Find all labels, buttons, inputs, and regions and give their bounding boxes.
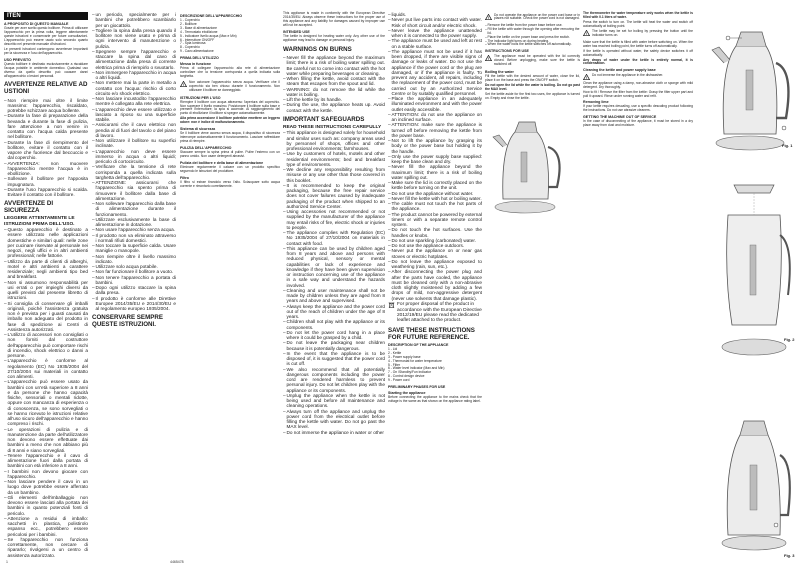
burns-en-list — [283, 55, 385, 113]
list-item: – Tenere l'apparecchio e il cavo di alimentazione fuori dalla portata di bambini con età inferiore a 8 anni. — [4, 453, 88, 469]
list-item: 9 - Power cord — [388, 378, 410, 383]
list-item: – WARNING: do not remove the lid while the water is boiling. — [283, 87, 385, 98]
list-item: 6 - Interruttore ON/OFF — [180, 37, 215, 42]
list-item: – When the water boils the kettle switches off automatically. — [485, 43, 580, 47]
preliminary-en-heading: PRELIMINARY PHASES FOR USE — [388, 385, 446, 390]
warning-note — [583, 30, 693, 39]
operation-text: Make sure that the kettle is filled with water before switching on. When the water has reached boiling point, the kettle turns off automatically. — [583, 39, 693, 48]
warning-note — [485, 14, 580, 23]
list-item: – Assicurarsi che il cavo elettrico non pendia al di fuori del tavolo o del piano di lavoro. — [92, 122, 176, 138]
safety-list — [4, 227, 88, 558]
list-item: – L'apparecchio può essere usato da bambini con un'età superiore a 8 anni e da persone che hanno capacità fisiche, sensoriali o mentali ridotte, oppure con mancanza di esperienza o di conoscenza, se sono sorvegliati o se hanno ricevuto le istruzioni relative all'uso sicuro dell'apparecchio e hanno compreso i rischi. — [4, 379, 88, 426]
list-item: – Non immergere l'apparecchio in acqua o altri liquidi. — [92, 70, 176, 81]
burns-en-heading: WARNINGS ON BURNS — [283, 45, 352, 53]
out-of-service-text: In the case of disconnecting of the appliance, it must be stored in a dry place away from dust and moisture. — [583, 119, 693, 128]
warning-text: Non azionare l'apparecchio senza acqua. Verificare che il coperchio sia ben chiuso durante il funzionamento. Non utilizzare il bollitore se danneggiato. — [189, 79, 280, 92]
warning-note — [180, 81, 280, 94]
warning-note — [583, 74, 693, 80]
about-manual-text: Grazie per aver scelto questo bollitore. Prima di utilizzare l'apparecchio per la prima volta, leggere attentamente queste istruzioni e conservarle per future consultazioni. L'apparecchio può essere usato solo secondo quanto descritto nel presente manuale d'istruzioni. — [4, 26, 88, 46]
list-item: – Non usare l'apparecchio senza acqua. — [92, 227, 176, 232]
list-item: – Il prodotto è conforme alle Direttive Europee 2014/35/EU e 2014/30/EU e al regolamento europeo 1935/2004. — [92, 296, 176, 312]
list-item: – Never fill the kettle with hot or boiling water. — [388, 196, 482, 201]
list-item: – Cleaning and user maintenance shall not be made by children unless they are aged from 8 years and above and supervised. — [283, 288, 385, 304]
list-item: – This appliance can be used by children aged from 8 years and above and persons with reduced physical, sensory or mental capabilities or lack of experience and knowledge if they have been given supervision or instruction concerning use of the appliance in a safe way and understand the hazards involved. — [283, 246, 385, 288]
list-item: – Sollevare il bollitore per l'apposita impugnatura. — [4, 176, 88, 187]
list-item: – I bambini non devono giocare con l'apparecchio. — [4, 469, 88, 480]
kettle-figure-1 — [708, 8, 796, 153]
list-item: 4 - Thermostat for water temperature — [388, 358, 442, 363]
list-item: – The appliance complies with Regulation (EC) No 1935/2004 of 27/10/2004 on materials in contact with food. — [283, 230, 385, 246]
list-item: – Questo apparecchio è destinato a essere utilizzato nelle applicazioni domestiche e similari quali: nelle zone per cucinare riservate al personale nei negozi, negli uffici e in altri ambienti professionali; nelle fattorie. — [4, 227, 88, 259]
list-item: – Lift the kettle by its handle. — [283, 97, 385, 102]
list-item: – In the event that the appliance is to be disposed of, it is suggested that the power cord is cut off. — [283, 351, 385, 367]
out-of-service-heading: GETTING THE MACHINE OUT OF SERVICE — [583, 115, 657, 120]
page-number-left: 1 — [6, 560, 8, 564]
exploded-figure — [714, 175, 794, 365]
filter-en-text: How to fit / Remove the filter from the kettle: Grasp the filter upper part and pull it upward. Rinse under running water and refit. — [583, 89, 693, 98]
bin-icon — [388, 302, 395, 308]
list-item: 5 - Indicatore livello acqua (Max e Min) — [180, 33, 237, 38]
list-item: 2 - Kettle — [388, 350, 402, 355]
filter-text: Il filtro si estrae tirandolo verso l'alto. Sciacquare sotto acqua corrente e rimontarlo correttamente. — [180, 179, 280, 188]
description-en-heading: DESCRIPTION OF THE APPLIANCE — [388, 342, 449, 347]
list-item: – Non lasciare incustodito l'apparecchio mentre è collegato alla rete elettrica. — [92, 96, 176, 107]
safeguards-list — [283, 130, 385, 435]
boiling-note-2: Set the kettle aside for the first two uses, the appliance is turned on. Empty and rinse the kettle. — [485, 91, 580, 100]
column-3 — [180, 0, 280, 567]
list-item: – Utilizzo da parte di clienti di alberghi, motel e altri ambienti a carattere residenziale; negli ambienti tipo bed and breakfast. — [4, 259, 88, 280]
list-item: – The appliance must not be used if it has been dropped, if there are visible signs of damage or leaks of water. Do not use the appliance if the power cord or the plug are damaged, or if the appliance is faulty. To prevent any accident, all repairs, including the replacement of the power cord, must be carried out by an Authorized Service Centre or by suitably qualified personnel. — [388, 49, 482, 96]
list-item: 7 - Spia luminosa — [180, 41, 206, 46]
list-item: 7 - On /Standby/Fun indicator — [388, 370, 432, 375]
svg-text:!: ! — [182, 82, 185, 87]
list-item: – This appliance is designed solely for household and similar uses such as: company areas used by personnel of shops, offices and other professional environments; farmhouses. — [283, 130, 385, 151]
burn-warnings-heading: AVVERTENZE RELATIVE AD USTIONI — [4, 81, 88, 96]
steps-list — [485, 24, 580, 47]
list-item: – Non lasciare pendere il cavo in un luogo dove potrebbe essere afferrato da un bambino. — [4, 479, 88, 495]
switch-text: Press the switch to turn on. The kettle will heat the water and switch off automatically at boiling point. — [583, 19, 693, 28]
column-6 — [485, 0, 580, 567]
column-5 — [388, 0, 482, 567]
list-item: – Do not immerse the appliance in water or other — [283, 430, 385, 435]
list-item: – Always keep the appliance and the power cord out of the reach of children under the age of 8 years. — [283, 304, 385, 320]
list-item: 3 - Power supply base — [388, 354, 421, 359]
safety-device-text: If the kettle is operated without water, the safety device switches it off automatically. — [583, 48, 693, 57]
safeguards-list-continued — [388, 12, 482, 301]
list-item: – Do not use the appliance without water. — [388, 191, 482, 196]
list-item: 2 - Bollitore — [180, 21, 197, 26]
cleaning-en-heading: Cleaning the kettle and power supply base — [583, 68, 656, 73]
list-item: – Remove the kettle from the power base before use. — [485, 24, 580, 28]
keep-instructions-heading: CONSERVARE SEMPRE QUESTE ISTRUZIONI. — [92, 314, 163, 329]
list-item: – Gli elementi dell'imballaggio non devono essere lasciati alla portata dei bambini in quanto potenziali fonti di pericolo. — [4, 495, 88, 516]
boiling-note: Do not open the lid while the water is boiling. Do not go past the MAX level. — [485, 82, 580, 91]
burn-warnings-list — [4, 98, 88, 198]
list-item: – The product cannot be powered by external timers or with a separate remote control system. — [388, 212, 482, 228]
intended-use-en-text: The kettle is designed for heating water only. Any other use of the appliance may lead to damage or personal injury. — [283, 33, 385, 42]
parts-list — [180, 19, 280, 54]
column-4 — [283, 0, 385, 567]
save-instructions-heading: SAVE THESE INSTRUCTIONS FOR FUTURE REFERENCE. — [388, 326, 475, 341]
list-item: – Togliere la spina dalla presa quando il bollitore non viene usato e prima di ogni intervento di manutenzione o pulizia. — [92, 28, 176, 49]
list-item: – L'apparecchio deve essere utilizzato e lasciato a riposo su una superficie stabile. — [92, 107, 176, 123]
list-item: – ATTENTION: do not use the appliance on an inclined surface. — [388, 112, 482, 123]
column-1 — [4, 0, 88, 567]
warning-note — [485, 55, 580, 68]
list-item: 5 - Filter — [388, 362, 401, 367]
list-item: – Non utilizzare il bollitore su superfici inclinate. — [92, 138, 176, 149]
list-item: – Do not leave the packaging near children because it is potentially dangerous. — [283, 340, 385, 351]
list-item: – L'utilizzo di accessori non consigliati o non forniti dal costruttore dell'apparecchio può comportare rischi di incendio, shock elettrico o danni a persone. — [4, 332, 88, 358]
condensation-note: Any drops of water under the kettle is entirely normal, it is condensation. — [583, 57, 693, 66]
list-item: – Non riempire oltre il livello massimo indicato. — [92, 254, 176, 265]
list-item: – Non tenere l'apparecchio a portata di bambini. — [92, 275, 176, 286]
warning-text: The kettle may be set for boiling by pressing the button until the indicator turns on. — [592, 29, 693, 38]
usage-text: Riempire il bollitore con acqua attraverso l'apertura del coperchio. Non superare il livello massimo. Posizionare il bollitore sulla base e premere l'interruttore; la spia si accende. Al raggiungimento del punto di ebollizione il bollitore si spegne automaticamente. — [180, 99, 280, 116]
list-item: 9 - Cavo alimentazione — [180, 49, 214, 54]
starting-text: Before connecting the appliance to the mains check that the voltage is the same as that shown on the appliance rating label. — [388, 395, 482, 404]
list-item: – Durante la fase di preparazione della bevanda e durante la fase di pulizia, fare attenzione a non venire in contatto con l'acqua calda presente nel bollitore. — [4, 113, 88, 139]
descaling-text: Eliminare regolarmente il calcare con un prodotto specifico seguendo le istruzioni del produttore. — [180, 165, 280, 174]
column-7 — [583, 0, 693, 567]
list-item: – The cable must not touch the hot parts of the appliance. — [388, 201, 482, 212]
warning-text: The appliance must be operated with the lid correctly closed. Before unplugging, make sure the kettle is switched off. — [494, 54, 580, 66]
about-manual-heading: A PROPOSITO DI QUESTO MANUALE — [4, 22, 69, 26]
list-item: – Non far funzionare il bollitore a vuoto. — [92, 269, 176, 274]
svg-text:!: ! — [487, 57, 490, 62]
list-item: – Verificare che la tensione di rete corrisponda a quella indicata sulla targhetta dell'apparecchio. — [92, 164, 176, 180]
list-item: – un periodo, specialmente per i bambini che potrebbero scambiarlo per un giocattolo. — [92, 12, 176, 28]
figures-column — [700, 0, 800, 567]
thermometer-text: The thermometer for water temperature only works when the kettle is filled with 0.1 liters of water. — [583, 11, 693, 19]
list-item: – ATTENZIONE: assicurarsi che l'apparecchio sia spento prima di rimuovere il bollitore dalla base di alimentazione. — [92, 180, 176, 201]
list-item: – Do not leave the appliance exposed to weathering (rain, sun, etc.). — [388, 259, 482, 270]
cleaning-text: Staccare sempre la spina prima di pulire. Pulire l'esterno con un panno umido. Non usare detergenti abrasivi. — [180, 150, 280, 159]
list-item: – Never leave the appliance unattended when it is connected to the power supply. — [388, 28, 482, 39]
list-item: – Le operazioni di pulizia e di manutenzione da parte dell'utilizzatore non devono essere effettuate dai bambini a meno che non abbiano più di 8 anni e siano sorvegliati. — [4, 427, 88, 453]
safeguards-heading: IMPORTANT SAFEGUARDS — [283, 115, 365, 123]
disposal-text: For proper disposal of the product in accordance with the European Directive 2012/19/EU please read the dedicated leaflet attached to the product. — [397, 302, 482, 324]
list-item: – Fill the kettle with water through the opening after removing the lid. — [485, 28, 580, 36]
parts-en-list — [388, 348, 482, 383]
conformity-text: This appliance is made in conformity with the European Directive 2014/35/EU. Always observe these instructions for the proper use of this appliance and any liability for damages caused by improper use will not be accepted. — [283, 11, 385, 27]
list-item: – Utilizzare solo acqua potabile. — [92, 264, 176, 269]
list-item: – Make sure the lid is correctly placed on the kettle before turning on the unit. — [388, 180, 482, 191]
list-item: – After disconnecting the power plug and after the parts have cooled, the appliance must be cleaned only with a non-abrasive cloth slightly moistened by adding a few drops of mild, non-aggressive detergent (never use solvents that damage plastic). — [388, 269, 482, 301]
list-item: – Never fill the appliance beyond the maximum limit; there is a risk of boiling water spilling out. — [388, 164, 482, 180]
language-badge: ITEN — [4, 12, 88, 20]
safeguards-subheading: READ THESE INSTRUCTIONS CAREFULLY — [283, 125, 382, 131]
list-item: – The indicator light turns on during heating. — [485, 40, 580, 44]
list-item: – Do not use sparkling (carbonated) water. — [388, 238, 482, 243]
preliminary-subheading: Messa in funzione — [180, 62, 211, 67]
preliminary-heading: PRIMA DELL'UTILIZZO — [180, 56, 219, 61]
list-item: – ATTENTION: make sure the appliance is turned off before removing the kettle from the power base. — [388, 122, 482, 138]
intended-use-heading: USO PREVISTO — [4, 57, 31, 62]
list-item: – Non mettere mai la parte in metallo a contatto con l'acqua: rischio di corto circuito e/o shock elettrico. — [92, 80, 176, 96]
disposal-note — [388, 302, 482, 324]
safety-list-continued — [92, 12, 176, 311]
list-item: – Do not use the appliance outdoors. — [388, 243, 482, 248]
starting-heading: Starting the appliance — [388, 391, 426, 396]
list-item: – Never put live parts into contact with water. Risk of short circuit and/or electric shock. — [388, 17, 482, 28]
list-item: – Spegnere sempre l'apparecchio e staccare la spina dal cavo di alimentazione dalla presa di corrente elettrica prima di riempirlo o svuotarlo. — [92, 49, 176, 70]
safety-heading: AVVERTENZE DI SICUREZZA — [4, 200, 54, 215]
figure-2-label: Fig. 2 — [784, 337, 795, 342]
kettle-figure-3 — [714, 385, 794, 555]
svg-text:!: ! — [487, 15, 490, 20]
list-item: – Non si assumono responsabilità per usi errati o per impieghi diversi da quelli previsti dal presente libretto di istruzioni. — [4, 280, 88, 301]
list-item: – Attenzione a residui di imballo: sacchetti in plastica, polistirolo espanso ecc., potrebbero essere pericolosi per i bambini. — [4, 516, 88, 537]
lime-heading: Removing lime — [583, 100, 609, 105]
list-item: – Utilizzare esclusivamente la base di alimentazione in dotazione. — [92, 217, 176, 228]
list-item: – Never fill the appliance beyond the maximum limit; there is a risk of boiling water spilling out. Be careful not to come into contact with the hot water while preparing beverages or cleaning. — [283, 55, 385, 76]
list-item: – Only use the power supply base supplied: keep the base clean and dry. — [388, 154, 482, 165]
cleaning-heading: PULIZIA DELL'APPARECCHIO — [180, 146, 232, 151]
list-item: – Durante l'uso l'apparecchio si scalda. Evitare il contatto con il bollitore. — [4, 187, 88, 198]
list-item: – Children shall not play with the appliance or its components. — [283, 319, 385, 330]
descaling-heading: Pulizia del bollitore e della base di alimentazione — [180, 161, 264, 166]
preliminary-text: Prima di collegare l'apparecchio alla rete di alimentazione controllare che la tensione corrisponda a quella indicata sulla targhetta. — [180, 66, 280, 79]
list-item: 1 - Coperchio — [180, 18, 200, 22]
list-item: – We decline any responsibility resulting from misuse or any use other than those covered in this booklet. — [283, 167, 385, 183]
list-item: – Non riempire mai oltre il limite massimo: l'apparecchio, riscaldato, potrebbe schizzare acqua bollente. — [4, 98, 88, 114]
boiling-heading: Boiling the water — [485, 69, 514, 74]
list-item: – Se l'apparecchio non funziona correttamente, non cercare di ripararlo; rivolgersi a un centro di assistenza autorizzato. — [4, 537, 88, 558]
list-item: – L'apparecchio è conforme al regolamento (EC) No 1935/2004 del 27/10/2004 sui materiali in contatto con alimenti. — [4, 358, 88, 379]
safety-system-heading: Sistema di sicurezza — [180, 127, 216, 132]
intended-use-text: Questo bollitore è destinato esclusivamente a riscaldare l'acqua potabile in ambiente domestico. Qualsiasi uso diverso da quello descritto può causare danni all'apparecchio o lesioni personali. — [4, 61, 88, 78]
list-item: – Place the kettle on the power base and press the switch. — [485, 36, 580, 40]
list-item: 8 - Coperchio — [180, 45, 200, 50]
usage-bold-note: Alla prima accensione il bollitore potrebbe emettere un leggero odore: non è indice di malfunzionamento. — [180, 116, 280, 125]
list-item: – The appliance must be used and left at rest on a stable surface. — [388, 38, 482, 49]
list-item: – Place the appliance in an adequately illuminated environment and with the power outlet easily accessible. — [388, 96, 482, 112]
svg-text:!: ! — [585, 32, 588, 37]
column-2 — [92, 0, 176, 567]
list-item: – Non sollevare l'apparecchio dalla base di alimentazione durante il funzionamento. — [92, 201, 176, 217]
page-code: 4465478 — [170, 560, 184, 564]
list-item: – L'apparecchio non deve essere immerso in acqua o altri liquidi; pericolo di cortocircuito. — [92, 149, 176, 165]
list-item: 6 - Water level indicator (Max and Min) — [388, 366, 445, 371]
warning-text: Do not immerse the appliance in the dishwasher. — [592, 73, 664, 78]
list-item: – When filling the kettle, avoid contact with the steam that escapes from the spout and lid. — [283, 76, 385, 87]
list-item: – Do not touch the hot surfaces. Use the handles or knobs. — [388, 227, 482, 238]
figure-3-label: Fig. 3 — [784, 553, 795, 558]
safety-subheading: LEGGERE ATTENTAMENTE LE ISTRUZIONI PRIMA DELL'USO. — [4, 216, 75, 227]
intended-use-en-heading: INTENDED USE — [283, 29, 310, 34]
list-item: – We also recommend that all potentially dangerous components including the power cord are rendered harmless to prevent personal injury. Do not let children play with the appliance or its components. — [283, 367, 385, 393]
list-item: – Do not let the power cord hang in a place where it could be grasped by a child. — [283, 330, 385, 341]
kettle-figure-2 — [485, 107, 575, 217]
list-item: – Never put the appliance on or near gas stoves or electric hotplates. — [388, 248, 482, 259]
description-heading: DESCRIZIONE DELL'APPARECCHIO — [180, 14, 243, 18]
filter-heading: Filtro — [180, 175, 189, 180]
list-item: 4 - Termostato ebollizione — [180, 29, 218, 34]
cleaning-en-text: Clean the appliance using a damp, non-abrasive cloth or sponge with mild detergent. Dry thoroughly. — [583, 80, 693, 89]
list-item: – Use by customers of hotels, motels and other residential environments; bed and breakfast type of environments. — [283, 151, 385, 167]
warning-triangle-icon — [485, 14, 492, 20]
list-item: – Always turn off the appliance and unplug the power cord from the electrical outlet before filling the kettle with water. Do not go past the MAX level. — [283, 409, 385, 430]
svg-text:!: ! — [585, 76, 588, 81]
instructions-heading: INSTRUCTIONS FOR USE — [485, 49, 529, 54]
warning-triangle-icon — [180, 81, 187, 87]
list-item: 1 - Lid — [388, 346, 398, 351]
list-item: – It is recommended to keep the original packaging, because the free repair service does not cover failures caused by inadequate packaging of the product when shipped to an authorized Service Center. — [283, 183, 385, 209]
list-item: – Non toccare la superficie calda. Usare maniglie o manopole. — [92, 243, 176, 254]
about-manual-text-2: Le presenti istruzioni contengono avvertenze importanti per la sicurezza e l'uso dell'apparecchio. — [4, 46, 88, 55]
lime-text: If your kettle requires descaling, use a specific descaling product following the instructions. Do not use abrasive cleaners. — [583, 104, 693, 113]
warning-triangle-icon — [583, 74, 590, 80]
list-item: – Not to lift the appliance by grasping its body or the power base but holding it by the handle. — [388, 138, 482, 154]
list-item: – Il prodotto non va eliminato attraverso i normali rifiuti domestici. — [92, 233, 176, 244]
list-item: – Si consiglia di conservare gli imballi originali, poiché l'assistenza gratuita non è prevista per i guasti causati da imballo non adeguato del prodotto in fase di spedizione ai Centri di Assistenza autorizzati. — [4, 301, 88, 333]
list-item: 3 - Base di alimentazione — [180, 25, 218, 30]
list-item: – Durante la fase di riempimento del bollitore, evitare il contatto con il vapore che fuoriesce dal beccuccio e dal coperchio. — [4, 140, 88, 161]
warning-triangle-icon — [485, 55, 492, 61]
list-item: – During the use, the appliance heats up. Avoid contact with the kettle. — [283, 102, 385, 113]
warning-text: Do not operate the appliance on the power cord base or in places not suitable. Check the power cord is not damaged. — [494, 12, 580, 21]
boiling-text: Fill the kettle with the desired amount of water, close the lid, place it on the base and press the ON/OFF switch. — [485, 73, 580, 82]
list-item: – Using accessories not recommended or not supplied by the manufacturer of the appliance may entail risks of fire, electric shock or injuries to people. — [283, 209, 385, 230]
list-item: – AVVERTENZA: non muovere l'apparecchio mentre l'acqua è in ebollizione. — [4, 161, 88, 177]
usage-heading: ISTRUZIONI PER L'USO — [180, 95, 221, 100]
list-item: – liquids. — [388, 12, 482, 17]
list-item: – Unplug the appliance when the kettle is not being used and before all maintenance and cleaning operations. — [283, 393, 385, 409]
warning-triangle-icon — [583, 30, 590, 36]
list-item: 8 - Control design device — [388, 374, 425, 379]
figure-1-label: Fig. 1 — [782, 143, 793, 148]
safety-system-text: Se il bollitore viene acceso senza acqua, il dispositivo di sicurezza interrompe automaticamente il funzionamento. Lasciare raffreddare prima di riempire. — [180, 131, 280, 144]
list-item: – Dopo ogni utilizzo staccare la spina dalla presa. — [92, 285, 176, 296]
